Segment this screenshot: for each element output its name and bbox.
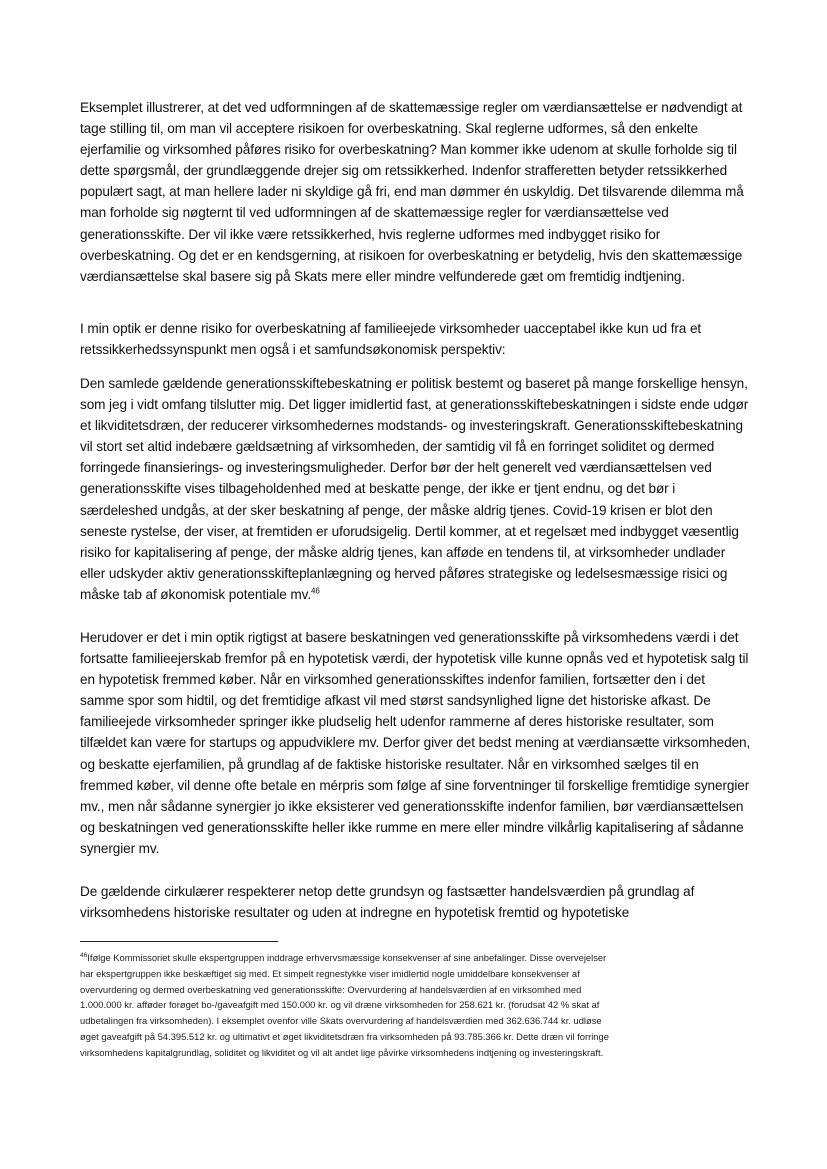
footnote-number: 46 — [80, 951, 88, 959]
footnote-text: Ifølge Kommissoriet skulle ekspertgruppen inddrage erhvervsmæssige konsekvenser af sine anbefalinger. Disse overvejelser har ekspertgruppen ikke beskæftiget sig med. Et simpelt regnestykke viser imidlertid nogle umiddelbare konsekvenser af overvurdering og dermed overbeskatning ved generationsskifte: Overvurdering af handelsværdien af en virksomhed med 1.000.000 kr. afføder forøget bo-/gaveafgift med 150.000 kr. og vil dræne virksomheden for 258.621 kr. (forudsat 42 % skat af udbetalingen fra virksomheden). I eksemplet ovenfor ville Skats overvurdering af handelsværdien med 362.636.744 kr. udløse øget gaveafgift på 54.395.512 kr. og ultimativt et øget likviditetsdræn fra virksomheden på 93.785.366 kr. Dette dræn vil forringe virksomhedens kapitalgrundlag, soliditet og likviditet og vil alt andet lige påvirke virksomhedens indtjening og investeringskraft. — [80, 952, 609, 1058]
paragraph-5: De gældende cirkulærer respekterer netop dette grundsyn og fastsætter handelsværdien på grundlag af virksomhedens historiske resultater og uden at indregne en hypotetisk fremtid og hypotetiske — [80, 884, 695, 921]
paragraph-2: I min optik er denne risiko for overbeskatning af familieejede virksomheder uacceptabel ikke kun ud fra et retssikkerhedssynspunkt men også i et samfundsøkonomisk perspektiv: — [80, 321, 702, 358]
footnote — [80, 950, 620, 1061]
paragraph-4: Herudover er det i min optik rigtigst at basere beskatningen ved generationsskifte på virksomhedens værdi i det fortsatte familieejerskab fremfor på en hypotetisk værdi, der hypotetisk ville kunne opnås ved et hypotetisk salg til en hypotetisk fremmed køber. Når en virksomhed generationsskiftes indenfor familien, fortsætter den i det samme spor som hidtil, og det fremtidige afkast vil med størst sandsynlighed ligne det historiske afkast. De familieejede virksomheder springer ikke pludselig helt udenfor rammerne af deres historiske resultater, som tilfældet kan være for startups og appudviklere mv. Derfor giver det bedst mening at værdiansætte virksomheden, og beskatte ejerfamilien, på grundlag af de faktiske historiske resultater. Når en virksomhed sælges til en fremmed køber, vil denne ofte betale en mérpris som følge af sine forventninger til forskellige fremtidige synergier mv., men når sådanne synergier jo ikke eksisterer ved generationsskifte indenfor familien, bør værdiansættelsen og beskatningen ved generationsskifte heller ikke rumme en mere eller mindre vilkårlig kapitalisering af sådanne synergier mv. — [80, 630, 751, 856]
footnote-reference[interactable]: 46 — [311, 586, 320, 596]
paragraph-3-text: Den samlede gældende generationsskiftebeskatning er politisk bestemt og baseret på mange forskellige hensyn, som jeg i vidt omfang tilslutter mig. Det ligger imidlertid fast, at generationsskiftebeskatningen i sidste ende udgør et likviditetsdræn, der reducerer virksomhedernes modstands- og investeringskraft. Generationsskiftebeskatning vil stort set altid indebære gældsætning af virksomheden, der samtidig vil få en forringet soliditet og dermed forringede finansierings- og investeringsmuligheder. Derfor bør der helt generelt ved værdiansættelsen ved generationsskifte vises tilbageholdenhed med at beskatte penge, der ikke er tjent endnu, og det bør i særdeleshed undgås, at der sker beskatning af penge, der måske aldrig tjenes. Covid-19 krisen er blot den seneste rystelse, der viser, at fremtiden er uforudsigelig. Dertil kommer, at et regelsæt med indbygget væsentlig risiko for kapitalisering af penge, der måske aldrig tjenes, kan afføde en tendens til, at virksomheder undlader eller udskyder aktiv generationsskifteplanlægning og herved påføres strategiske og ledelsesmæssige risici og måske tab af økonomisk potentiale mv. — [80, 376, 749, 602]
paragraph-1: Eksemplet illustrerer, at det ved udformningen af de skattemæssige regler om værdiansættelse er nødvendigt at tage stilling til, om man vil acceptere risikoen for overbeskatning. Skal reglerne udformes, så den enkelte ejerfamilie og virksomhed påføres risiko for overbeskatning? Man kommer ikke udenom at skulle forholde sig til dette spørgsmål, der grundlæggende drejer sig om retssikkerhed. Indenfor strafferetten betyder retssikkerhed populært sagt, at man hellere lader ni skyldige gå fri, end man dømmer én uskyldig. Det tilsvarende dilemma må man forholde sig nøgternt til ved udformningen af de skattemæssige regler for værdiansættelse ved generationsskifte. Der vil ikke være retssikkerhed, hvis reglerne udformes med indbygget risiko for overbeskatning. Og det er en kendsgerning, at risikoen for overbeskatning er betydelig, hvis den skattemæssige værdiansættelse skal basere sig på Skats mere eller mindre velfunderede gæt om fremtidig indtjening. — [80, 100, 744, 284]
footnote-separator — [80, 941, 278, 942]
paragraph-3 — [80, 373, 752, 605]
